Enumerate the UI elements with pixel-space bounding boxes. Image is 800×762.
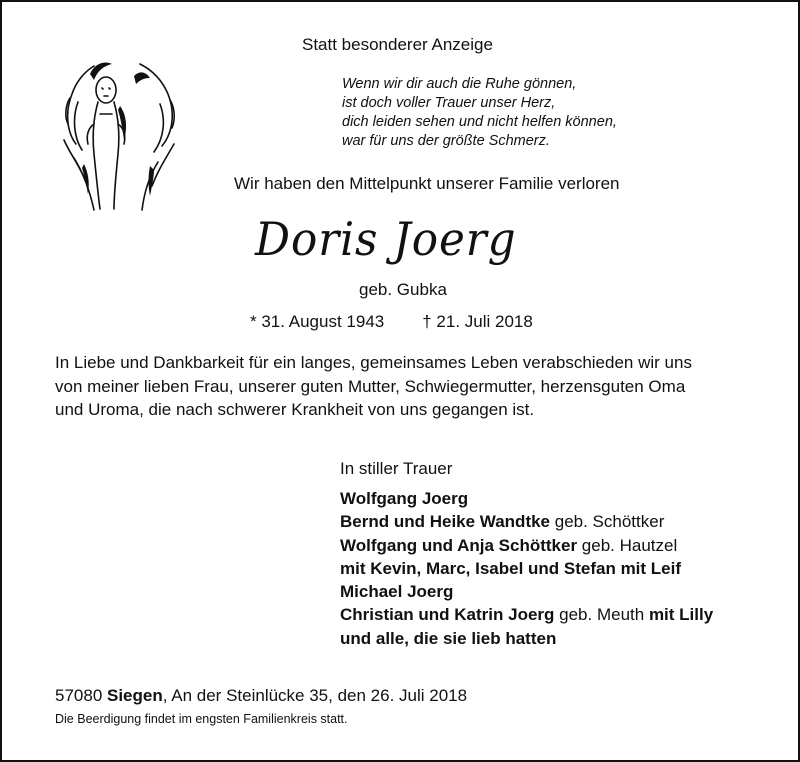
intro-line: In Liebe und Dankbarkeit für ein langes, gemeinsames Leben verabschieden wir uns bbox=[55, 353, 692, 372]
city: Siegen bbox=[107, 686, 163, 705]
poem-line: war für uns der größte Schmerz. bbox=[342, 133, 550, 149]
mourning-line: In stiller Trauer bbox=[340, 459, 453, 478]
family-line bbox=[340, 534, 713, 557]
poem bbox=[342, 75, 617, 151]
family-line bbox=[340, 603, 713, 626]
family-name: Christian und Katrin Joerg bbox=[340, 605, 555, 625]
intro-line: von meiner lieben Frau, unserer guten Mutter, Schwiegermutter, herzensguten Oma bbox=[55, 376, 686, 396]
family-name: mit Kevin, Marc, Isabel und Stefan mit Leif bbox=[340, 558, 682, 578]
intro-text bbox=[55, 351, 765, 422]
death-date: † 21. Juli 2018 bbox=[422, 312, 533, 331]
poem-line: dich leiden sehen und nicht helfen können, bbox=[342, 114, 617, 130]
family-line bbox=[340, 557, 713, 580]
family-maiden: geb. Hautzel bbox=[577, 535, 678, 555]
family-line bbox=[340, 510, 713, 533]
address-date: , An der Steinlücke 35, den 26. Juli 2018 bbox=[162, 686, 468, 705]
family-name: Michael Joerg bbox=[340, 582, 454, 602]
notice-header: Statt besonderer Anzeige bbox=[302, 35, 493, 54]
family-name: und alle, die sie lieb hatten bbox=[340, 628, 557, 648]
birth-name: geb. Gubka bbox=[359, 280, 447, 299]
family-name: Wolfgang Joerg bbox=[340, 489, 469, 508]
family-name: Wolfgang und Anja Schöttker bbox=[340, 535, 578, 555]
poem-line: Wenn wir dir auch die Ruhe gönnen, bbox=[342, 76, 577, 92]
family-name: mit Lilly bbox=[648, 605, 714, 625]
place-date bbox=[55, 686, 467, 706]
funeral-note: Die Beerdigung findet im engsten Familienkreis statt. bbox=[55, 712, 348, 726]
life-dates bbox=[250, 312, 533, 332]
intro-line: und Uroma, die nach schwerer Krankheit von uns gegangen ist. bbox=[55, 400, 535, 419]
birth-date: * 31. August 1943 bbox=[250, 312, 385, 331]
family-name: Bernd und Heike Wandtke bbox=[340, 512, 551, 532]
family-maiden: geb. Schöttker bbox=[550, 512, 665, 532]
family-line bbox=[340, 627, 713, 650]
family-list bbox=[340, 487, 713, 650]
family-line bbox=[340, 580, 713, 603]
hands-illustration bbox=[54, 54, 184, 214]
zip-code: 57080 bbox=[55, 686, 107, 705]
poem-line: ist doch voller Trauer unser Herz, bbox=[342, 95, 556, 111]
family-line bbox=[340, 487, 713, 510]
deceased-name: Doris Joerg bbox=[255, 212, 517, 266]
lost-line: Wir haben den Mittelpunkt unserer Familie verloren bbox=[234, 174, 620, 193]
family-maiden: geb. Meuth bbox=[554, 605, 649, 625]
